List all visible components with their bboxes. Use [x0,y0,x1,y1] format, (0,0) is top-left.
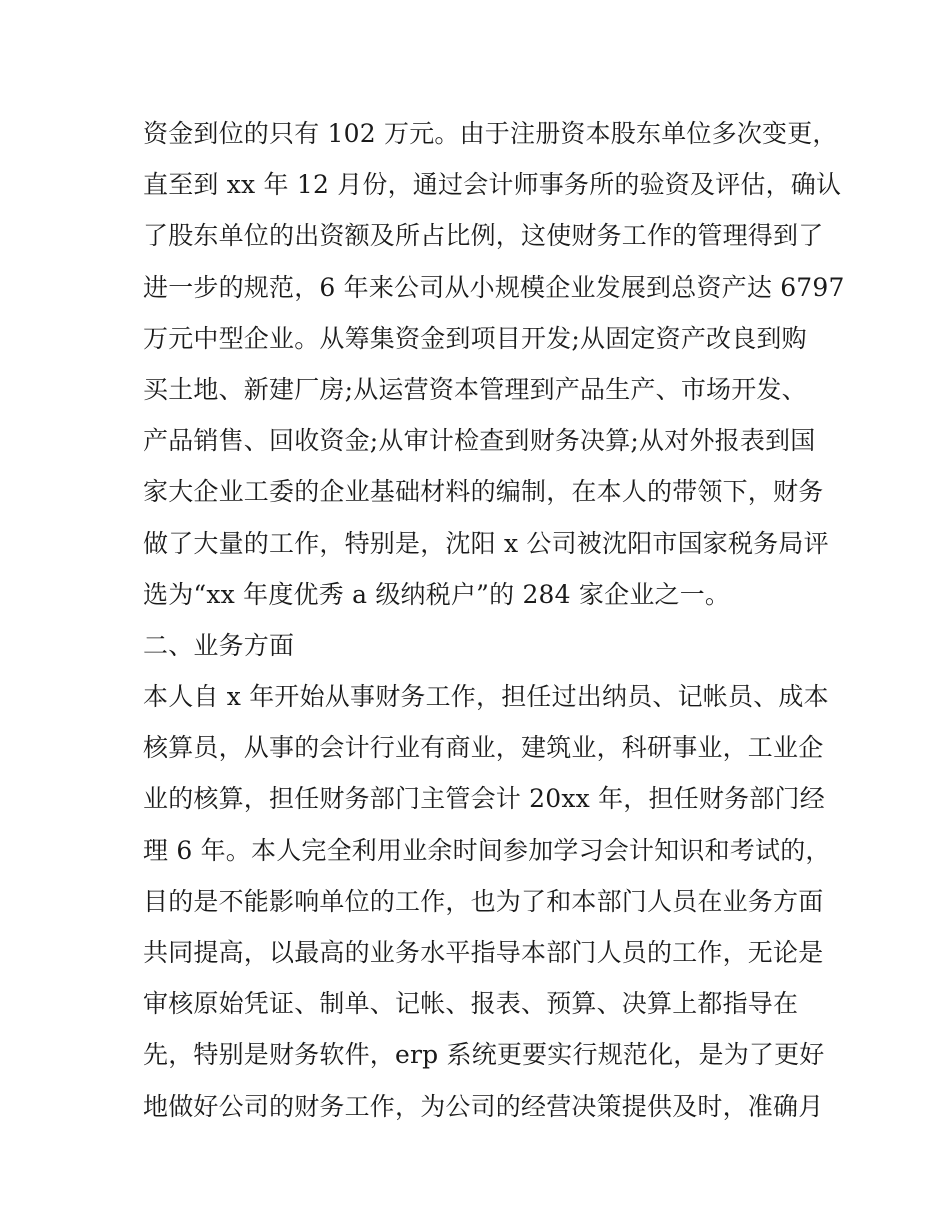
text-line: 本人自 x 年开始从事财务工作，担任过出纳员、记帐员、成本 [143,682,829,712]
text-line: 目的是不能影响单位的工作，也为了和本部门人员在业务方面 [143,886,824,916]
text-line: 理 6 年。本人完全利用业余时间参加学习会计知识和考试的， [143,835,831,865]
text-line: 业的核算，担任财务部门主管会计 20xx 年，担任财务部门经 [143,784,825,814]
text-line: 直至到 xx 年 12 月份，通过会计师事务所的验资及评估，确认 [143,170,842,200]
text-line: 万元中型企业。从筹集资金到项目开发;从固定资产改良到购 [143,323,807,353]
text-line: 先，特别是财务软件，erp 系统更要实行规范化，是为了更好 [143,1040,825,1070]
text-line: 地做好公司的财务工作，为公司的经营决策提供及时，准确月 [143,1091,824,1121]
text-line: 选为“xx 年度优秀 a 级纳税户”的 284 家企业之一。 [143,579,731,609]
text-line: 进一步的规范，6 年来公司从小规模企业发展到总资产达 6797 [143,272,845,302]
text-line: 做了大量的工作，特别是，沈阳 x 公司被沈阳市国家税务局评 [143,528,829,558]
text-line: 买土地、新建厂房;从运营资本管理到产品生产、市场开发、 [143,374,807,404]
text-line: 核算员，从事的会计行业有商业，建筑业，科研事业，工业企 [143,733,824,763]
text-line: 了股东单位的出资额及所占比例，这使财务工作的管理得到了 [143,221,824,251]
text-line: 家大企业工委的企业基础材料的编制，在本人的带领下，财务 [143,477,824,507]
text-line: 共同提高，以最高的业务水平指导本部门人员的工作，无论是 [143,938,824,967]
section-heading: 二、业务方面 [143,630,295,660]
text-line: 资金到位的只有 102 万元。由于注册资本股东单位多次变更， [143,119,838,148]
document-body [143,108,845,1132]
text-line: 审核原始凭证、制单、记帐、报表、预算、决算上都指导在 [143,989,799,1019]
text-line: 产品销售、回收资金;从审计检查到财务决算;从对外报表到国 [143,426,816,456]
